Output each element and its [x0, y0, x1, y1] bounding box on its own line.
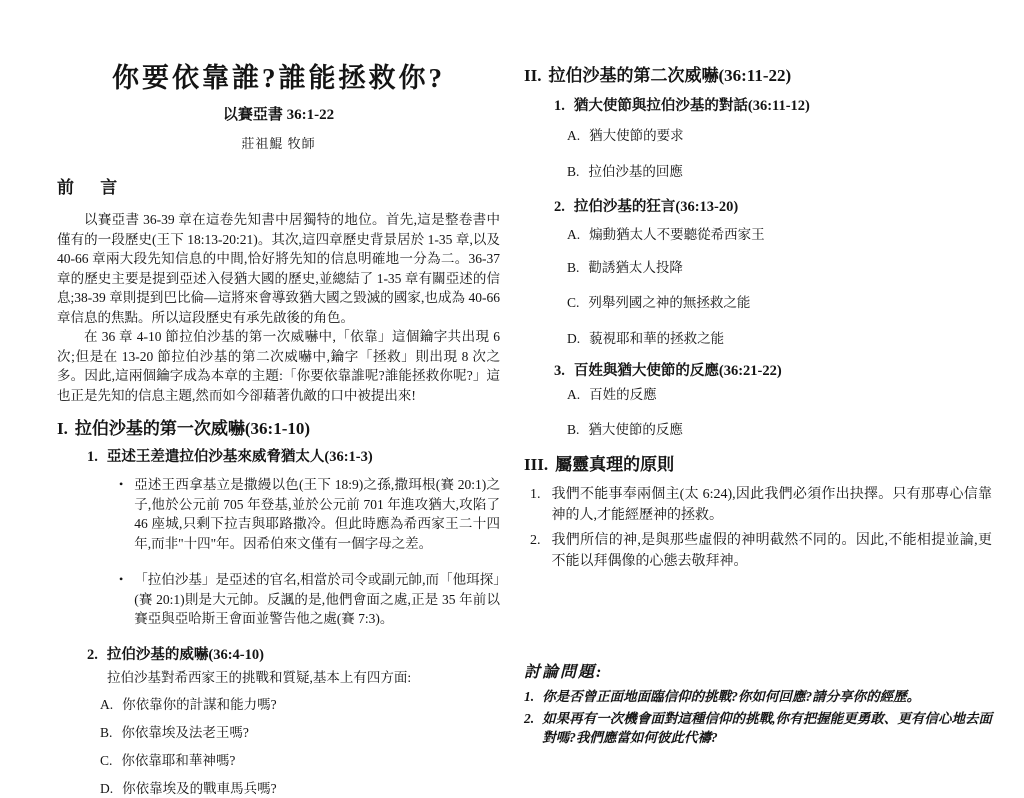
point-text: 你依靠埃及法老王嗎? — [121, 724, 249, 740]
outline-item-1-1-heading — [87, 448, 500, 467]
right-column — [524, 62, 992, 748]
bullet-text: 亞述王西拿基立是撒縵以色(王下 18:9)之孫,撒珥根(賽 20:1)之子,他於公元前 705 年登基,並於公元前 701 年進攻猶大,攻陷了 46 座城,只剩下拉吉與耶路撒冷。但此時應為希西家王二十四年,而非"十四"年。因希伯來文僅有一個字母之差。 — [134, 477, 500, 551]
point-label: B. — [567, 260, 580, 275]
point-label: C. — [100, 752, 113, 768]
point-text: 你依靠你的計謀和能力嗎? — [122, 696, 277, 712]
item-number: 1. — [87, 449, 98, 465]
outline-point — [567, 421, 992, 439]
preface-heading: 前 言 — [57, 178, 129, 197]
section-1-title: 拉伯沙基的第一次威嚇(36:1-10) — [74, 419, 311, 438]
discussion-heading: 討論問題: — [524, 664, 604, 681]
item-number: 3. — [554, 363, 565, 379]
outline-item-2-3-heading — [554, 362, 992, 381]
point-text: 你依靠埃及的戰車馬兵嗎? — [122, 780, 277, 796]
section-3-title: 屬靈真理的原則 — [555, 455, 675, 474]
section-3-heading — [524, 454, 992, 476]
question-text: 如果再有一次機會面對這種信仰的挑戰,你有把握能更勇敢、更有信心地去面對嗎?我們應當如何彼此代禱? — [542, 710, 992, 745]
point-text: 拉伯沙基的回應 — [588, 164, 683, 179]
outline-point — [100, 696, 500, 714]
section-1-number: I. — [57, 419, 68, 438]
point-text: 我們不能事奉兩個主(太 6:24),因此我們必須作出抉擇。只有那專心信靠神的人,才能經歷神的拯救。 — [551, 487, 992, 523]
section-3-number: III. — [524, 455, 549, 474]
point-text: 百姓的反應 — [589, 387, 657, 402]
point-text: 猶大使節的要求 — [589, 128, 684, 143]
outline-item-2-2-heading — [554, 198, 992, 217]
outline-point — [567, 259, 992, 277]
item-title: 拉伯沙基的狂言(36:13-20) — [573, 199, 739, 215]
principle-paragraph-2 — [530, 530, 992, 572]
question-number: 2. — [524, 710, 535, 726]
outline-point — [567, 163, 992, 181]
item-title: 亞述王差遣拉伯沙基來威脅猶太人(36:1-3) — [106, 449, 373, 465]
point-label: 1. — [530, 487, 541, 502]
outline-point — [100, 780, 500, 798]
discussion-question-1 — [524, 687, 992, 707]
outline-bullet-2 — [119, 570, 500, 629]
point-label: C. — [567, 295, 580, 310]
point-text: 藐視耶和華的拯救之能 — [589, 331, 725, 346]
item-number: 1. — [554, 98, 565, 114]
outline-point — [567, 226, 992, 244]
outline-point — [567, 386, 992, 404]
point-text: 列舉列國之神的無拯救之能 — [588, 295, 751, 310]
section-2-title: 拉伯沙基的第二次威嚇(36:11-22) — [548, 66, 792, 85]
author-name: 莊祖鯤 牧師 — [241, 136, 316, 151]
point-label: A. — [100, 696, 114, 712]
item-title: 百姓與猶大使節的反應(36:21-22) — [573, 363, 782, 379]
item-title: 猶大使節與拉伯沙基的對話(36:11-12) — [573, 98, 810, 114]
outline-point — [567, 294, 992, 312]
outline-item-2-1-heading — [554, 97, 992, 116]
point-label: A. — [567, 387, 581, 402]
document-title: 你要依靠誰?誰能拯救你? — [112, 63, 445, 93]
left-column — [57, 62, 500, 798]
outline-bullet-1 — [119, 475, 500, 553]
section-2-heading — [524, 65, 992, 87]
discussion-question-2 — [524, 709, 992, 748]
scripture-reference: 以賽亞書 36:1-22 — [222, 107, 335, 123]
point-text: 勸誘猶太人投降 — [588, 260, 683, 275]
principle-paragraph-1 — [530, 484, 992, 526]
item-number: 2. — [554, 199, 565, 215]
question-text: 你是否曾正面地面臨信仰的挑戰?你如何回應?請分享你的經歷。 — [542, 689, 921, 704]
preface-paragraph-1: 以賽亞書 36-39 章在這卷先知書中居獨特的地位。首先,這是整卷書中僅有的一段歷史(王下 18:13-20:21)。其次,這四章歷史背景居於 1-35 章,以及 40-66 章兩大段先知信息的中間,恰好將先知的信息明確地一分為二。36-37 章的歷史主要是提到亞述入侵猶大國的歷史,並總結了 1-35 章有關亞述的信息;38-39 章則提到巴比倫—這將來會導致猶大國之毀滅的國家,也成為 40-66 章信息的焦點。所以這段歷史有承先啟後的角色。 — [57, 212, 500, 325]
point-text: 我們所信的神,是與那些虛假的神明截然不同的。因此,不能相提並論,更不能以拜偶像的心態去敬拜神。 — [551, 533, 992, 569]
outline-item-1-2-heading — [87, 646, 500, 665]
item-intro-text: 拉伯沙基對希西家王的挑戰和質疑,基本上有四方面: — [107, 669, 412, 685]
point-text: 猶大使節的反應 — [588, 422, 683, 437]
section-1-heading — [57, 418, 500, 440]
point-label: A. — [567, 227, 581, 242]
item-number: 2. — [87, 646, 98, 663]
point-label: 2. — [530, 533, 541, 548]
point-label: D. — [567, 331, 581, 346]
point-label: B. — [567, 164, 580, 179]
bullet-text: 「拉伯沙基」是亞述的官名,相當於司令或副元帥,而「他珥探」(賽 20:1)則是大元帥。反諷的是,他們會面之處,正是 35 年前以賽亞與亞哈斯王會面並警告他之處(賽 7:3)。 — [134, 572, 500, 626]
bullet-icon: • — [119, 477, 124, 491]
outline-point — [567, 127, 992, 145]
section-2-number: II. — [524, 66, 542, 85]
outline-point — [100, 724, 500, 742]
preface-paragraph-2: 在 36 章 4-10 節拉伯沙基的第一次威嚇中,「依靠」這個鑰字共出現 6 次;但是在 13-20 節拉伯沙基的第二次威嚇中,鑰字「拯救」則出現 8 次之多。因此,這兩個鑰字成為本章的主題:「你要依靠誰呢?誰能拯救你呢?」這也正是先知的信息主題,然而如今卻藉著仇敵的口中被提出來! — [57, 329, 500, 403]
bullet-icon: • — [119, 572, 124, 586]
point-text: 你依靠耶和華神嗎? — [121, 752, 236, 768]
outline-point — [100, 752, 500, 770]
item-title: 拉伯沙基的威嚇(36:4-10) — [106, 646, 264, 663]
question-number: 1. — [524, 689, 535, 704]
point-label: B. — [100, 724, 113, 740]
point-label: B. — [567, 422, 580, 437]
point-label: D. — [100, 780, 114, 796]
outline-point — [567, 330, 992, 348]
point-label: A. — [567, 128, 581, 143]
point-text: 煽動猶太人不要聽從希西家王 — [589, 227, 765, 242]
